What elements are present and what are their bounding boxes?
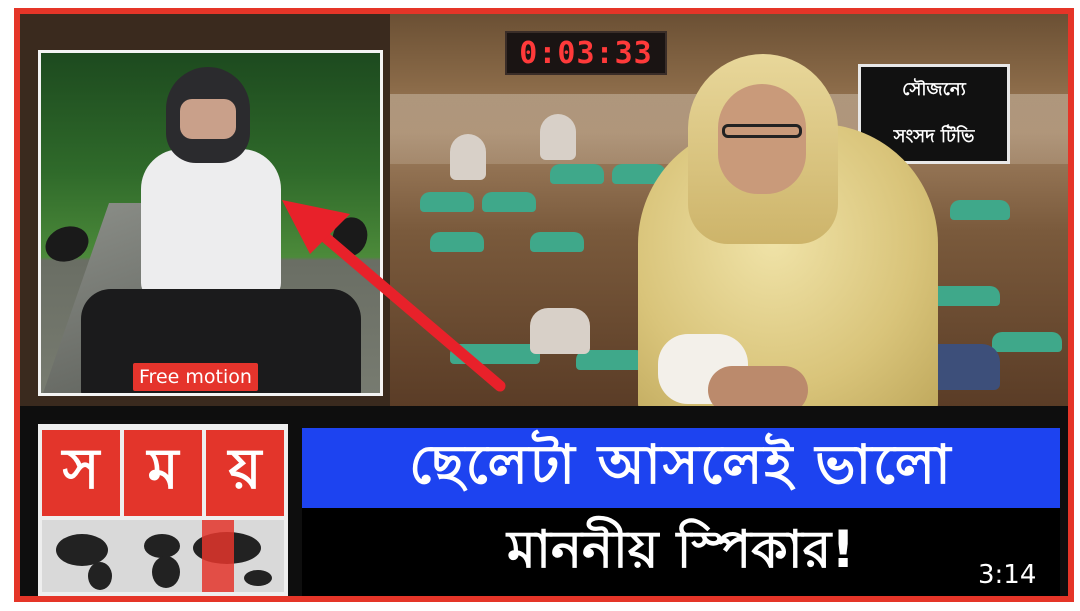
continent [88, 562, 112, 590]
headline-top: ছেলেটা আসলেই ভালো [409, 433, 953, 496]
continent [244, 570, 272, 586]
highlight-band [202, 520, 234, 592]
continent [152, 556, 180, 588]
red-arrow-icon [20, 14, 1068, 414]
arrow-shaft [305, 220, 500, 386]
world-map-icon [42, 520, 284, 592]
channel-logo [38, 424, 288, 596]
world-map-graphic [42, 520, 284, 592]
thumbnail-scene [20, 14, 1068, 596]
session-timer: 0:03:33 [505, 31, 667, 75]
inset-caption: Free motion [133, 363, 258, 391]
headline-bottom-banner [302, 508, 1060, 596]
credit-line-1: সৌজন্যে [902, 79, 966, 100]
headline-top-banner [302, 428, 1060, 508]
thumbnail-frame[interactable] [14, 8, 1074, 602]
logo-letter: স [42, 430, 120, 516]
continent [56, 534, 108, 566]
video-duration-badge: 3:14 [970, 558, 1044, 592]
logo-letter: ম [124, 430, 202, 516]
logo-letter: য় [206, 430, 284, 516]
credit-line-2: সংসদ টিভি [893, 126, 975, 147]
continent [144, 534, 180, 558]
headline-bottom: মাননীয় স্পিকার! [507, 519, 855, 580]
